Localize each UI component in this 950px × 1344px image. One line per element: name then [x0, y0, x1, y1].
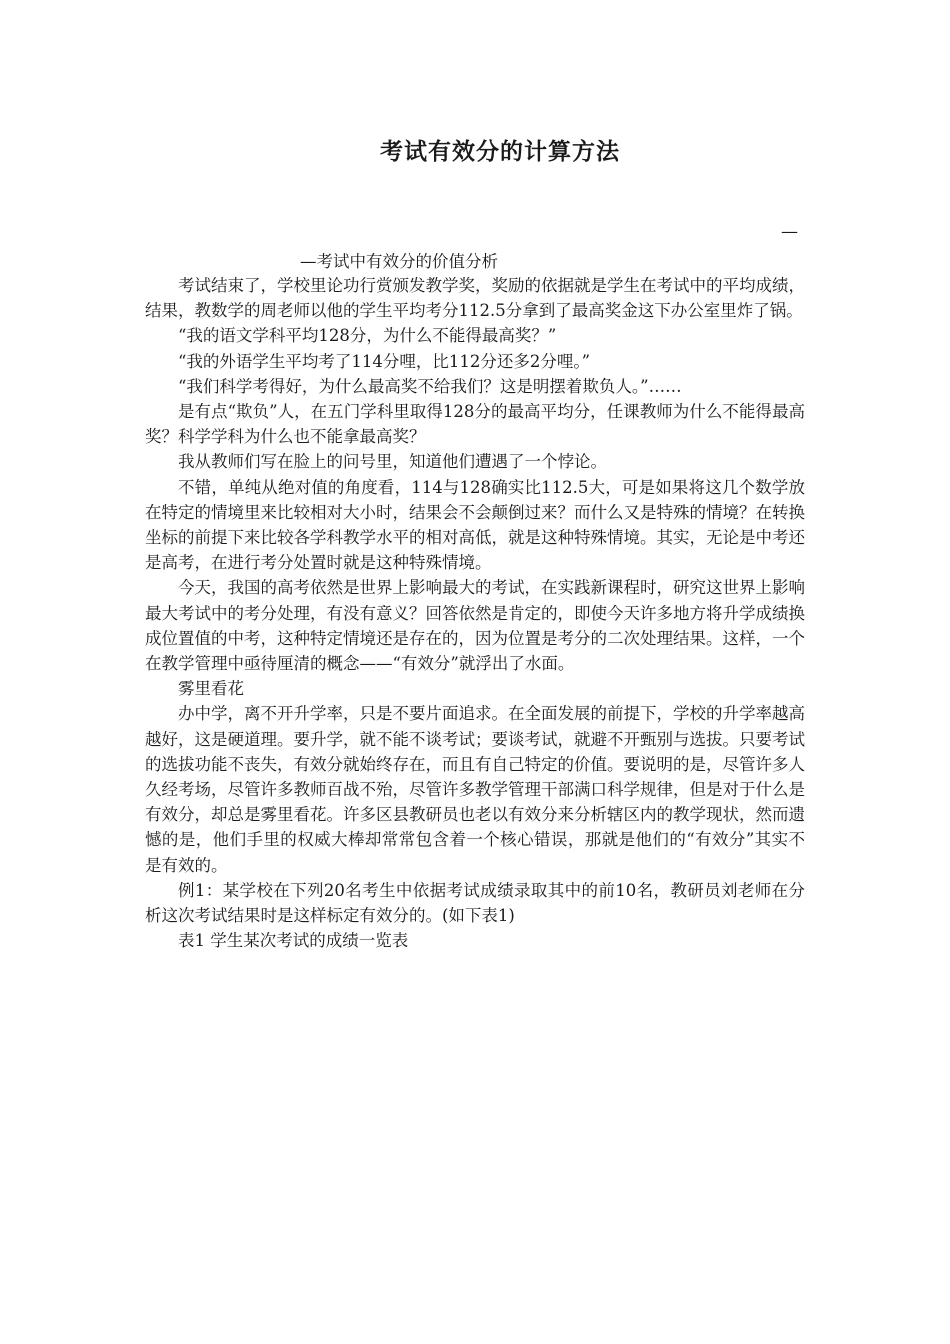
paragraph: 是有点“欺负”人，在五门学科里取得128分的最高平均分，任课教师为什么不能得最高奖？科学学科为什么也不能拿最高奖？ [145, 402, 805, 447]
paragraph: 今天，我国的高考依然是世界上影响最大的考试，在实践新课程时，研究这世界上影响最大考试中的考分处理，有没有意义？回答依然是肯定的，即使今天许多地方将升学成绩换成位置值的中考，这种特定情境还是存在的，因为位置是考分的二次处理结果。这样，一个在教学管理中亟待厘清的概念——“有效分”就浮出了水面。 [145, 578, 805, 674]
paragraph: 办中学，离不开升学率，只是不要片面追求。在全面发展的前提下，学校的升学率越高越好，这是硬道理。要升学，就不能不谈考试；要谈考试，就避不开甄别与选拔。只要考试的选拔功能不丧失，有效分就始终存在，而且有自己特定的价值。要说明的是，尽管许多人久经考场，尽管许多教师百战不殆，尽管许多教学管理干部满口科学规律，但是对于什么是有效分，却总是雾里看花。许多区县教研员也老以有效分来分析辖区内的教学现状，然而遗憾的是，他们手里的权威大棒却常常包含着一个核心错误，那就是他们的“有效分”其实不是有效的。 [145, 704, 805, 875]
paragraph: 我从教师们写在脸上的问号里，知道他们遭遇了一个悖论。 [178, 452, 607, 472]
dash-mark: — [781, 222, 798, 242]
paragraph: 不错，单纯从绝对值的角度看，114与128确实比112.5大，可是如果将这几个数学放在特定的情境里来比较相对大小时，结果会不会颠倒过来？而什么又是特殊的情境？在转换坐标的前提下来比较各学科教学水平的相对高低，就是这种特殊情境。其实，无论是中考还是高考，在进行考分处置时就是这种特殊情境。 [145, 477, 805, 573]
paragraph: 例1：某学校在下列20名考生中依据考试成绩录取其中的前10名，教研员刘老师在分析这次考试结果时是这样标定有效分的。(如下表1) [145, 880, 805, 926]
subtitle: —考试中有效分的价值分析 [300, 252, 498, 271]
table-caption: 表1 学生某次考试的成绩一览表 [178, 931, 409, 951]
paragraph: 考试结束了，学校里论功行赏颁发教学奖，奖励的依据就是学生在考试中的平均成绩，结果，教数学的周老师以他的学生平均考分112.5分拿到了最高奖金这下办公室里炸了锅。 [145, 276, 805, 321]
paragraph: “我们科学考得好，为什么最高奖不给我们？这是明摆着欺负人。”…… [178, 376, 682, 396]
paragraph: “我的外语学生平均考了114分哩，比112分还多2分哩。” [178, 351, 591, 371]
paragraph: “我的语文学科平均128分，为什么不能得最高奖？” [178, 326, 557, 346]
section-heading: 雾里看花 [178, 679, 244, 699]
page-title: 考试有效分的计算方法 [380, 139, 620, 165]
body-text [145, 273, 805, 953]
